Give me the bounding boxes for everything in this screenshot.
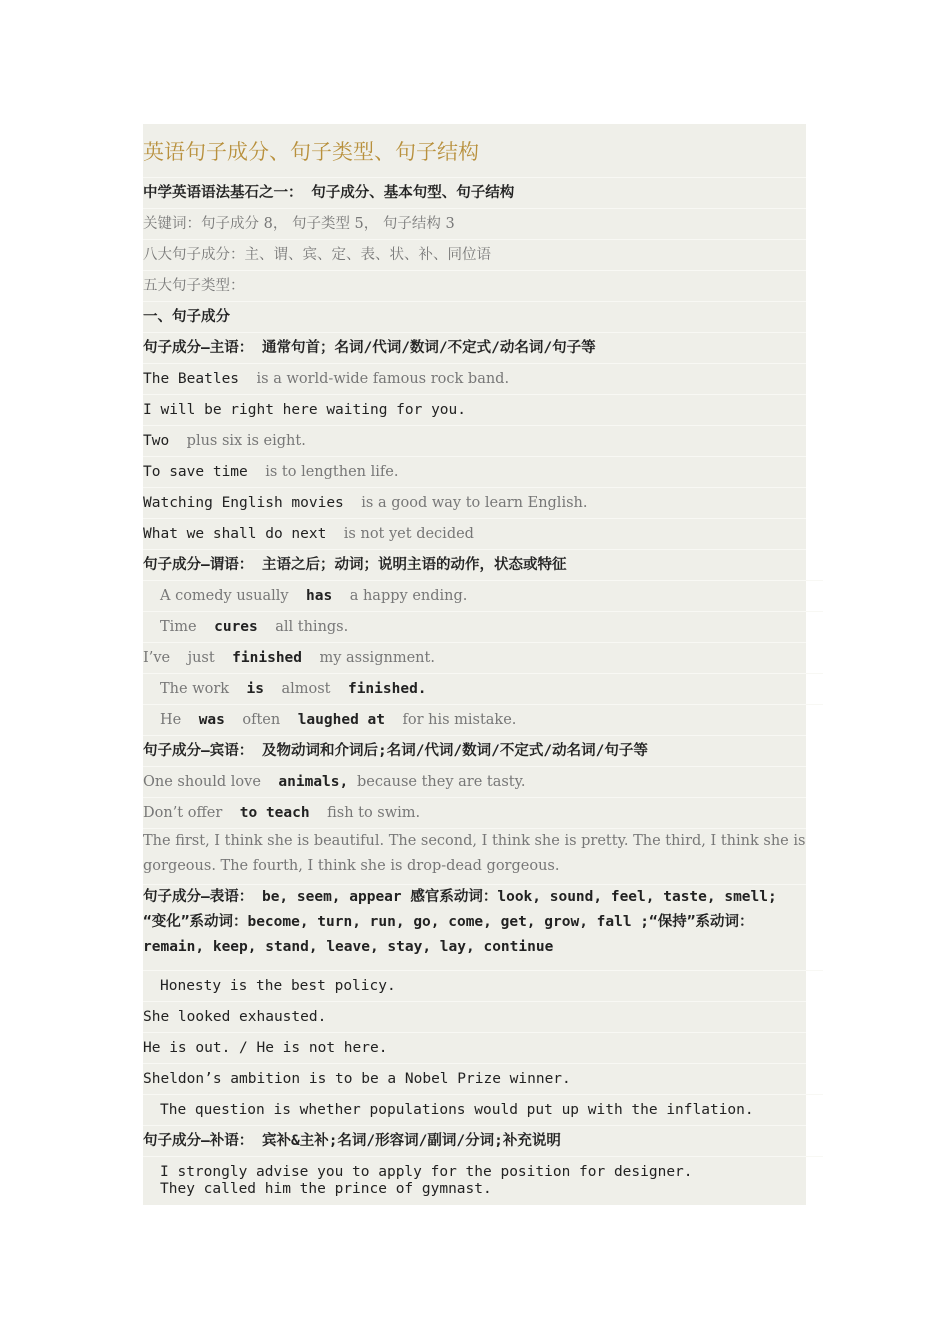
text-part: He bbox=[160, 712, 182, 728]
text-part: I’ve bbox=[143, 650, 171, 666]
example-paragraph: The first, I think she is beautiful. The second, I think she is pretty. The third, I think she is gorgeous. The fourth, I think she is drop-dead gorgeous. bbox=[143, 828, 806, 885]
example-line: Sheldon’s ambition is to be a Nobel Prize winner. bbox=[143, 1063, 806, 1095]
subject-text: Watching English movies bbox=[143, 495, 344, 511]
text-part: just bbox=[187, 650, 215, 666]
text-part: One should love bbox=[143, 774, 261, 790]
example-line: They called him the prince of gymnast. bbox=[160, 1181, 492, 1197]
example-line: The question is whether populations would put up with the inflation. bbox=[143, 1094, 823, 1126]
example-line bbox=[143, 518, 806, 550]
text-part: my assignment. bbox=[319, 650, 435, 666]
text-part: Time bbox=[160, 619, 197, 635]
example-line: He is out. / He is not here. bbox=[143, 1032, 806, 1064]
example-line bbox=[143, 642, 806, 674]
text-part: for his mistake. bbox=[402, 712, 517, 728]
document-page bbox=[143, 124, 806, 1205]
page-title: 英语句子成分、句子类型、句子结构 bbox=[143, 140, 479, 164]
text-part: almost bbox=[281, 681, 331, 697]
verb-text: has bbox=[306, 588, 333, 604]
subtitle: 中学英语语法基石之一： 句子成分、基本句型、句子结构 bbox=[143, 177, 806, 209]
verb-text: is bbox=[246, 681, 264, 697]
text-part: fish to swim. bbox=[327, 805, 421, 821]
rest-text: plus six is eight. bbox=[186, 433, 306, 449]
text-part: because they are tasty. bbox=[356, 774, 526, 790]
object-heading: 句子成分—宾语： 及物动词和介词后;名词/代词/数词/不定式/动名词/句子等 bbox=[143, 735, 806, 767]
verb-text: laughed at bbox=[297, 712, 385, 728]
rest-text: is a good way to learn English. bbox=[361, 495, 588, 511]
example-line bbox=[143, 456, 806, 488]
section-heading: 一、句子成分 bbox=[143, 301, 806, 333]
example-line bbox=[143, 704, 823, 736]
eight-components-line: 八大句子成分：主、谓、宾、定、表、状、补、同位语 bbox=[143, 239, 806, 271]
example-line: She looked exhausted. bbox=[143, 1001, 806, 1033]
text-part: all things. bbox=[275, 619, 349, 635]
example-line bbox=[143, 580, 823, 612]
example-line bbox=[143, 487, 806, 519]
keywords-line: 关键词：句子成分 8， 句子类型 5， 句子结构 3 bbox=[143, 208, 806, 240]
rest-text: is a world-wide famous rock band. bbox=[256, 371, 510, 387]
predicate-heading: 句子成分—谓语： 主语之后；动词；说明主语的动作，状态或特征 bbox=[143, 549, 806, 581]
verb-text: finished. bbox=[347, 681, 427, 697]
predicative-heading: 句子成分—表语： be, seem, appear 感官系动词：look, sound, feel, taste, smell; “变化”系动词：become, turn, run, go, come, get, grow, fall ;“保持”系动词：remain, keep, stand, leave, stay, lay, continue bbox=[143, 884, 806, 969]
verb-text: was bbox=[198, 712, 225, 728]
rest-text: is not yet decided bbox=[343, 526, 474, 542]
example-line: I strongly advise you to apply for the position for designer. bbox=[143, 1156, 823, 1188]
text-part: Don’t offer bbox=[143, 805, 223, 821]
text-part: often bbox=[242, 712, 281, 728]
five-types-line: 五大句子类型： bbox=[143, 270, 806, 302]
example-line bbox=[143, 766, 806, 798]
subject-text: To save time bbox=[143, 464, 248, 480]
example-line bbox=[143, 363, 806, 395]
subject-heading: 句子成分—主语： 通常句首；名词/代词/数词/不定式/动名词/句子等 bbox=[143, 332, 806, 364]
example-line bbox=[143, 673, 823, 705]
text-part: The work bbox=[160, 681, 230, 697]
verb-text: cures bbox=[214, 619, 258, 635]
example-line bbox=[143, 797, 806, 829]
example-line: I will be right here waiting for you. bbox=[143, 394, 806, 426]
subject-text: What we shall do next bbox=[143, 526, 327, 542]
text-part: A comedy usually bbox=[160, 588, 289, 604]
rest-text: is to lengthen life. bbox=[265, 464, 399, 480]
subject-text: The Beatles bbox=[143, 371, 240, 387]
object-text: to teach bbox=[239, 805, 310, 821]
object-text: animals, bbox=[278, 774, 349, 790]
example-line: Honesty is the best policy. bbox=[143, 970, 823, 1002]
complement-heading: 句子成分—补语： 宾补&主补;名词/形容词/副词/分词;补充说明 bbox=[143, 1125, 806, 1157]
verb-text: finished bbox=[232, 650, 303, 666]
example-line bbox=[143, 611, 823, 643]
example-line bbox=[143, 425, 806, 457]
text-part: a happy ending. bbox=[349, 588, 468, 604]
subject-text: Two bbox=[143, 433, 170, 449]
